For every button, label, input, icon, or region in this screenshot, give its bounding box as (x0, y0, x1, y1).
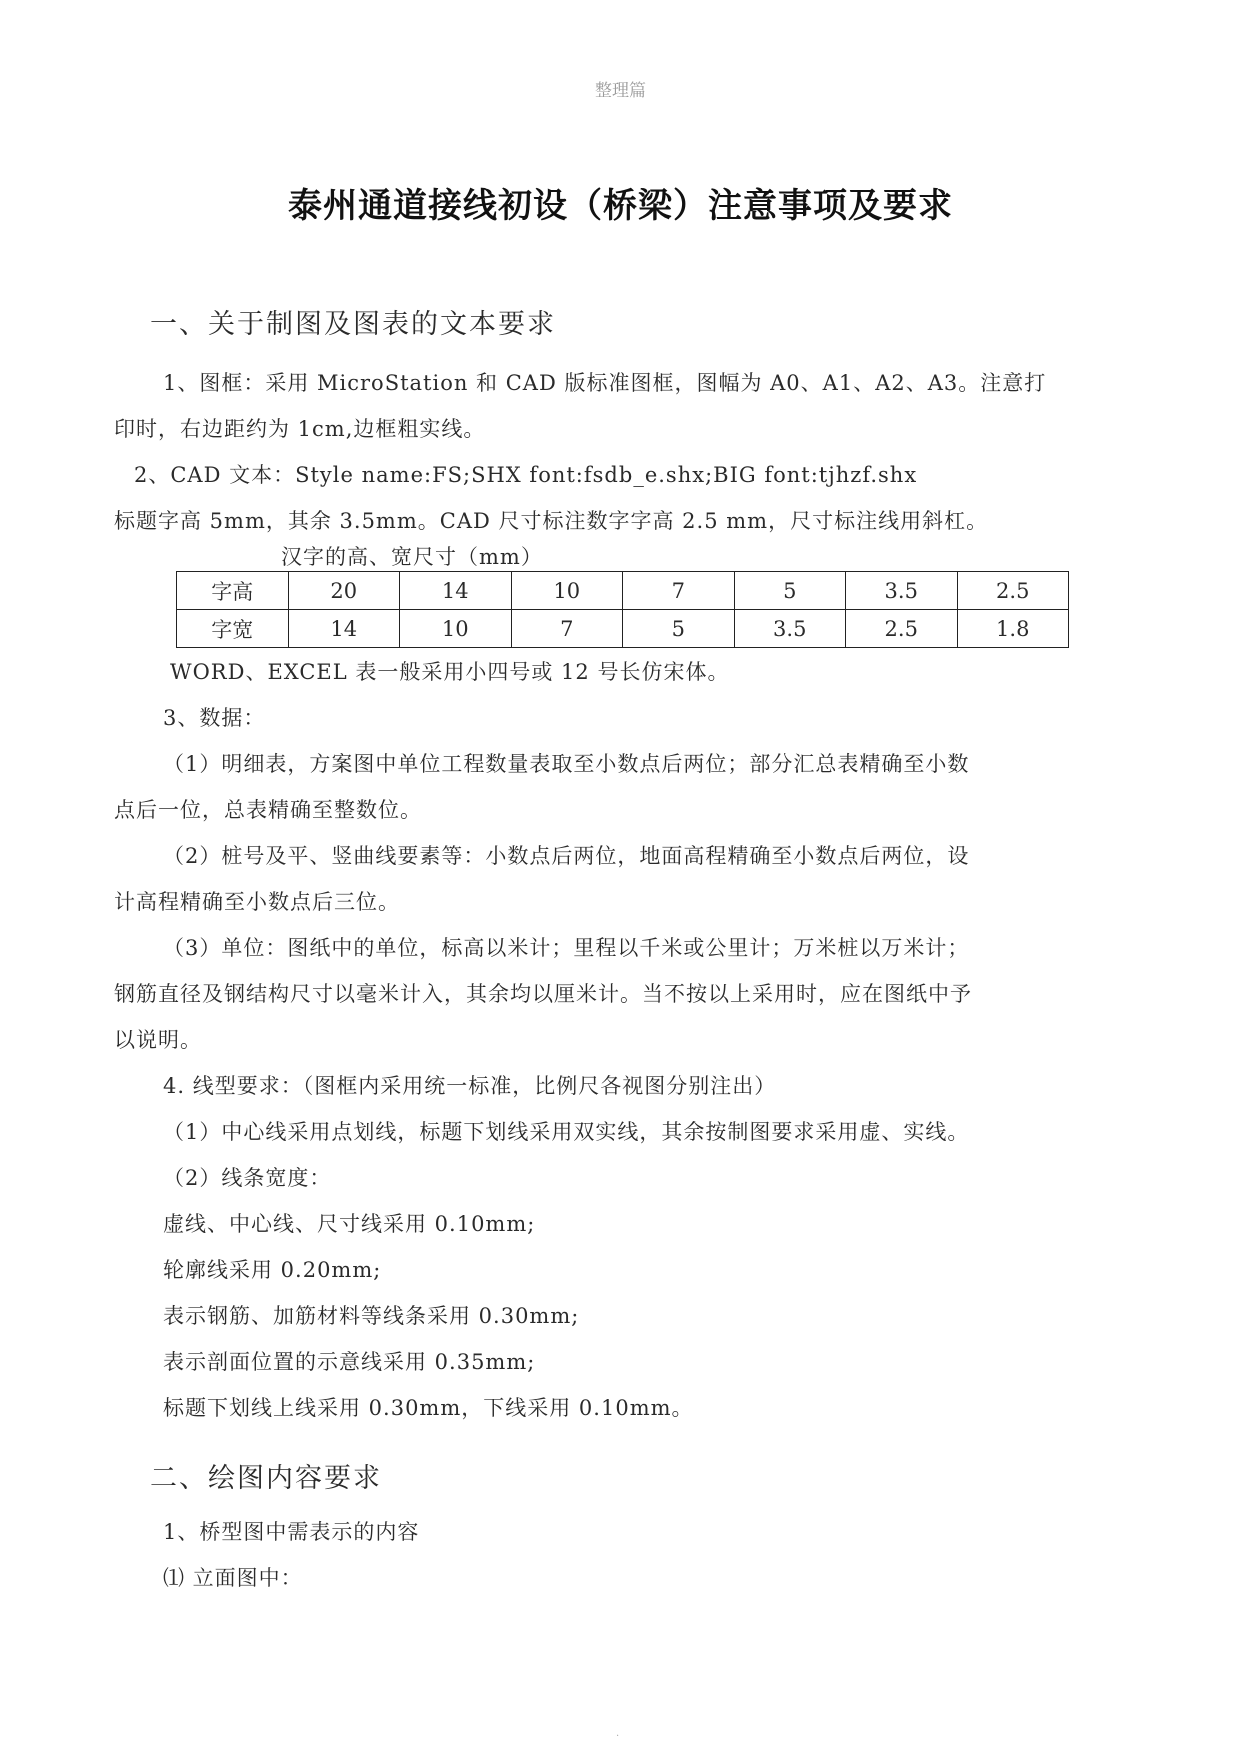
data1-line2: 点后一位，总表精确至整数位。 (114, 798, 422, 822)
row-label: 字宽 (177, 610, 289, 648)
line-width-1: 虚线、中心线、尺寸线采用 0.10mm; (163, 1212, 536, 1236)
section2-heading: 二、绘图内容要求 (150, 1463, 382, 1494)
table-cell: 2.5 (957, 572, 1069, 610)
table-cell: 3.5 (734, 610, 846, 648)
data2-line2: 计高程精确至小数点后三位。 (114, 890, 400, 914)
para-frame-line2: 印时，右边距约为 1cm,边框粗实线。 (114, 417, 486, 441)
table-cell: 5 (734, 572, 846, 610)
para-cad-line2: 标题字高 5mm，其余 3.5mm。CAD 尺寸标注数字字高 2.5 mm，尺寸标注线用斜杠。 (114, 509, 989, 533)
page-header: 整理篇 (595, 81, 646, 101)
para-word-excel: WORD、EXCEL 表一般采用小四号或 12 号长仿宋体。 (170, 660, 730, 684)
table-cell: 7 (511, 610, 623, 648)
data2-line1: （2）桩号及平、竖曲线要素等：小数点后两位，地面高程精确至小数点后两位，设 (163, 844, 970, 868)
table-cell: 3.5 (846, 572, 958, 610)
data3-line2: 钢筋直径及钢结构尺寸以毫米计入，其余均以厘米计。当不按以上采用时，应在图纸中予 (114, 982, 972, 1006)
page-footer: . (616, 1728, 620, 1739)
table-row (177, 572, 1069, 610)
para-frame-line1: 1、图框：采用 MicroStation 和 CAD 版标准图框，图幅为 A0、A1、A2、A3。注意打 (163, 371, 1047, 395)
table-cell: 14 (400, 572, 512, 610)
data1-line1: （1）明细表，方案图中单位工程数量表取至小数点后两位；部分汇总表精确至小数 (163, 752, 970, 776)
document-title: 泰州通道接线初设（桥梁）注意事项及要求 (288, 186, 953, 226)
line-width-4: 表示剖面位置的示意线采用 0.35mm; (163, 1350, 536, 1374)
row-label: 字高 (177, 572, 289, 610)
line-width-3: 表示钢筋、加筋材料等线条采用 0.30mm; (163, 1304, 580, 1328)
table-row (177, 610, 1069, 648)
section2-item1: 1、桥型图中需表示的内容 (163, 1520, 420, 1544)
data3-line1: （3）单位：图纸中的单位，标高以米计；里程以千米或公里计；万米桩以万米计； (163, 936, 970, 960)
section2-item1a: ⑴ 立面图中： (163, 1566, 303, 1590)
char-size-table (176, 571, 1069, 648)
section1-heading: 一、关于制图及图表的文本要求 (150, 309, 556, 340)
data-heading: 3、数据： (163, 706, 266, 730)
table-cell: 1.8 (957, 610, 1069, 648)
table-cell: 2.5 (846, 610, 958, 648)
line-width-2: 轮廓线采用 0.20mm; (163, 1258, 382, 1282)
table-cell: 7 (623, 572, 735, 610)
table-cell: 10 (400, 610, 512, 648)
line-type-1: （1）中心线采用点划线，标题下划线采用双实线，其余按制图要求采用虚、实线。 (163, 1120, 970, 1144)
table-caption: 汉字的高、宽尺寸（mm） (281, 545, 543, 569)
table-cell: 10 (511, 572, 623, 610)
table-cell: 5 (623, 610, 735, 648)
data3-line3: 以说明。 (114, 1028, 202, 1052)
table-cell: 20 (288, 572, 400, 610)
line-type-2: （2）线条宽度： (163, 1166, 332, 1190)
line-width-5: 标题下划线上线采用 0.30mm，下线采用 0.10mm。 (163, 1396, 694, 1420)
line-type-heading: 4. 线型要求：（图框内采用统一标准，比例尺各视图分别注出） (163, 1074, 777, 1098)
table-cell: 14 (288, 610, 400, 648)
para-cad-line1: 2、CAD 文本：Style name:FS;SHX font:fsdb_e.shx;BIG font:tjhzf.shx (134, 463, 918, 487)
